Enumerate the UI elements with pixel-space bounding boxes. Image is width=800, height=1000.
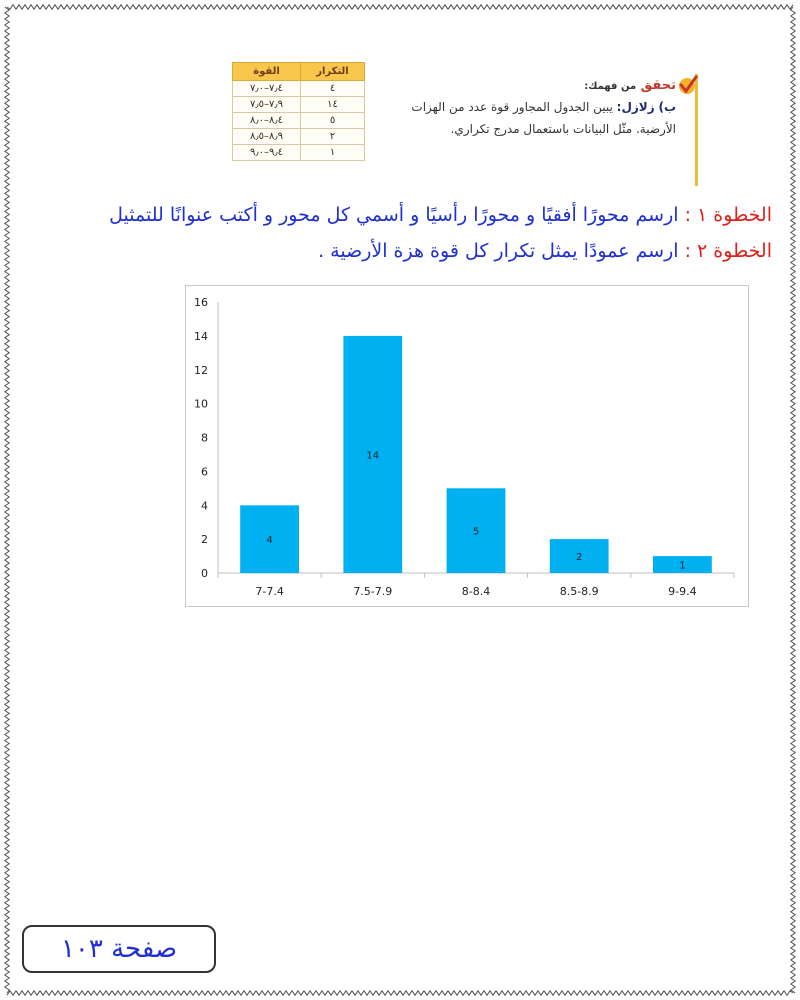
check-understanding-heading	[584, 78, 676, 93]
y-tick-label: 2	[201, 533, 208, 547]
y-tick-label: 6	[201, 465, 208, 479]
step-1	[109, 204, 772, 226]
step-2-text: ارسم عمودًا يمثل تكرار كل قوة هزة الأرضية .	[318, 240, 679, 262]
problem-text-1: يبين الجدول المجاور قوة عدد من الهزات	[411, 100, 613, 114]
x-tick-label: 7-7.4	[255, 585, 284, 598]
step-2	[318, 240, 772, 262]
x-tick-label: 8.5-8.9	[559, 585, 599, 598]
bar-data-label: 5	[472, 526, 480, 538]
step-1-text: ارسم محورًا أفقيًا و محورًا رأسيًا و أسمي كل محور و أكتب عنوانًا للتمثيل	[109, 204, 679, 226]
heading-word: تحقق	[640, 78, 676, 93]
column-header-strength: القوة	[233, 63, 301, 81]
checkmark-icon	[676, 74, 698, 96]
cell-strength: ٨٫٩–٨٫٥	[233, 129, 301, 145]
x-tick-label: 7.5-7.9	[353, 585, 393, 598]
cell-frequency: ٢	[301, 129, 365, 145]
bar-data-label: 4	[266, 535, 273, 547]
cell-strength: ٧٫٩–٧٫٥	[233, 97, 301, 113]
table-row	[233, 113, 365, 129]
table-row	[233, 81, 365, 97]
page-number: صفحة ١٠٣	[22, 925, 216, 973]
histogram-svg	[186, 286, 748, 606]
x-tick-label: 9-9.4	[668, 585, 697, 598]
bar-data-label: 14	[366, 450, 380, 462]
y-tick-label: 8	[201, 431, 208, 445]
bar-data-label: 1	[679, 560, 686, 572]
y-tick-label: 16	[194, 296, 208, 309]
column-header-frequency: التكرار	[301, 63, 365, 81]
problem-keyword: زلازل:	[616, 100, 655, 114]
histogram-chart	[185, 285, 749, 607]
y-tick-label: 0	[201, 567, 208, 580]
x-tick-label: 8-8.4	[461, 585, 491, 598]
cell-frequency: ١٤	[301, 97, 365, 113]
cell-frequency: ١	[301, 145, 365, 161]
excerpt-text	[398, 60, 698, 188]
y-tick-label: 10	[194, 397, 208, 411]
frequency-table	[232, 62, 365, 161]
cell-frequency: ٤	[301, 81, 365, 97]
table-header-row	[233, 63, 365, 81]
table-row	[233, 129, 365, 145]
table-row	[233, 145, 365, 161]
y-tick-label: 12	[194, 363, 208, 377]
step-1-label: الخطوة ١ :	[684, 204, 772, 226]
bar-data-label: 2	[576, 552, 583, 564]
cell-strength: ٧٫٤–٧٫٠	[233, 81, 301, 97]
table-row	[233, 97, 365, 113]
problem-tag: ب)	[658, 100, 676, 114]
textbook-excerpt	[228, 60, 710, 190]
y-tick-label: 4	[201, 499, 208, 513]
y-tick-label: 14	[194, 329, 208, 343]
cell-strength: ٩٫٤–٩٫٠	[233, 145, 301, 161]
cell-frequency: ٥	[301, 113, 365, 129]
heading-suffix: من فهمك:	[584, 81, 637, 92]
problem-line-2: الأرضية. مثّل البيانات باستعمال مدرج تكراري.	[450, 122, 676, 136]
problem-line-1	[411, 100, 676, 114]
cell-strength: ٨٫٤–٨٫٠	[233, 113, 301, 129]
step-2-label: الخطوة ٢ :	[684, 240, 772, 262]
